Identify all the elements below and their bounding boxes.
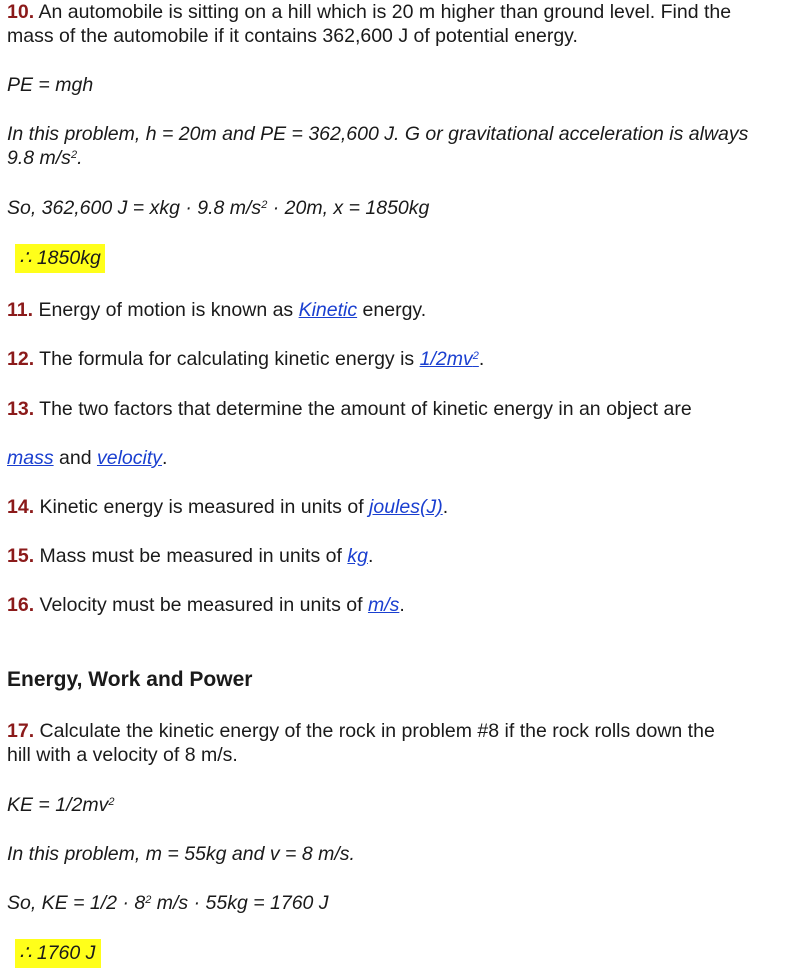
q10-number: 10. xyxy=(7,1,35,23)
q10-given-line1: In this problem, h = 20m and PE = 362,600 J. G or gravitational acceleration is always xyxy=(7,123,749,145)
q10-answer-highlight xyxy=(15,244,105,273)
question-12: 12. The formula for calculating kinetic energy is $1/2mv^2$. xyxy=(7,348,485,370)
q17-given: In this problem, m = 55kg and v = 8 m/s. xyxy=(7,843,355,865)
q10-formula: PE = mgh xyxy=(7,74,94,96)
question-13-line2: mass and velocity. xyxy=(7,447,168,469)
q10-given-line2: 9.8 $m/s^2$. xyxy=(7,147,83,169)
question-11: 11. Energy of motion is known as Kinetic energy. xyxy=(7,299,427,321)
q11-answer: Kinetic xyxy=(298,299,358,321)
q12-answer: $1/2mv^2$ xyxy=(419,348,479,370)
question-14: 14. Kinetic energy is measured in units of joules(J). xyxy=(7,496,449,518)
q17-answer-highlight xyxy=(15,939,101,968)
q17-line2: hill with a velocity of 8 m/s. xyxy=(7,744,238,766)
q17-line1: 17. Calculate the kinetic energy of the rock in problem #8 if the rock rolls down the xyxy=(7,720,715,742)
q13-answer-2: velocity xyxy=(96,447,162,469)
q10-line1: 10. An automobile is sitting on a hill which is 20 m higher than ground level. Find the xyxy=(7,1,732,23)
q14-answer: joules(J) xyxy=(369,496,443,518)
q17-calculation: So, KE = $1/2 \cdot 8^2$ m/s · 55kg = 1760 J xyxy=(7,892,329,914)
question-13-line1: 13. The two factors that determine the amount of kinetic energy in an object are xyxy=(7,398,692,420)
q17-answer: ∴ 1760 J xyxy=(19,942,96,964)
question-15: 15. Mass must be measured in units of kg. xyxy=(7,545,374,567)
q10-line2: mass of the automobile if it contains 362,600 J of potential energy. xyxy=(7,25,578,47)
q10-answer: ∴ 1850kg xyxy=(19,247,101,269)
q15-answer: kg xyxy=(347,545,368,567)
q17-formula: KE = $1/2mv^2$ xyxy=(7,794,115,816)
q10-calculation: So, 362,600 J = xkg · 9.8 $m/s^2 \cdot 20m$, x = 1850kg xyxy=(7,197,430,219)
q13-answer-1: mass xyxy=(7,447,54,469)
section-heading: Energy, Work and Power xyxy=(7,668,253,691)
q16-answer: m/s xyxy=(367,594,400,616)
question-16: 16. Velocity must be measured in units of m/s. xyxy=(7,594,405,616)
